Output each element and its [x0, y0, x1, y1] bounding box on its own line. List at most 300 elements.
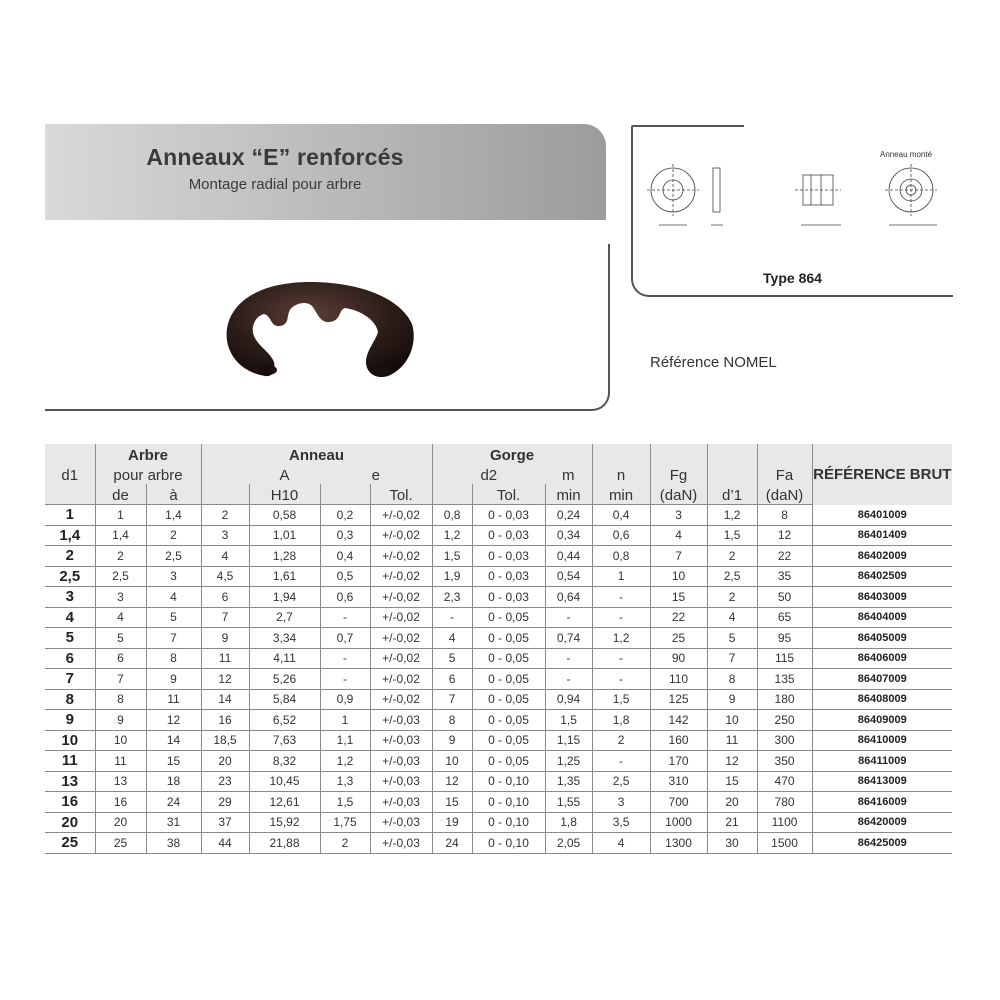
cell-Fg: 22 [650, 607, 707, 628]
cell-Fa: 350 [757, 751, 812, 772]
cell-m-min: 0,64 [545, 587, 592, 608]
cell-Fa: 50 [757, 587, 812, 608]
cell-d1: 2 [45, 546, 95, 567]
cell-Fg: 125 [650, 689, 707, 710]
cell-d1-prime: 7 [707, 648, 757, 669]
cell-d2-tol: 0 - 0,05 [472, 628, 545, 649]
cell-A: 37 [201, 812, 249, 833]
cell-d1-prime: 21 [707, 812, 757, 833]
cell-d1: 25 [45, 833, 95, 854]
cell-A-H10: 4,11 [249, 648, 320, 669]
group-gorge: Gorge [432, 444, 592, 464]
col-de: de [95, 484, 146, 505]
cell-Fa: 180 [757, 689, 812, 710]
col-e: e [320, 464, 432, 484]
cell-d2: 0,8 [432, 505, 472, 526]
cell-d1: 5 [45, 628, 95, 649]
cell-Fa: 12 [757, 525, 812, 546]
cell-m-min: 0,34 [545, 525, 592, 546]
col-d1: d1 [45, 464, 95, 484]
cell-Fa: 300 [757, 730, 812, 751]
cell-d1-prime: 12 [707, 751, 757, 772]
cell-de: 11 [95, 751, 146, 772]
cell-de: 5 [95, 628, 146, 649]
cell-reference-brut: 86404009 [812, 607, 952, 628]
cell-reference-brut: 86413009 [812, 771, 952, 792]
reference-label: Référence NOMEL [650, 354, 777, 371]
cell-Fa: 1100 [757, 812, 812, 833]
cell-reference-brut: 86409009 [812, 710, 952, 731]
cell-d2: - [432, 607, 472, 628]
cell-d1: 16 [45, 792, 95, 813]
cell-d2: 4 [432, 628, 472, 649]
cell-n-min: 0,8 [592, 546, 650, 567]
cell-a: 11 [146, 689, 201, 710]
cell-n-min: 1,8 [592, 710, 650, 731]
cell-de: 1,4 [95, 525, 146, 546]
cell-e-tol: +/-0,03 [370, 771, 432, 792]
cell-e: 1,1 [320, 730, 370, 751]
table-row [45, 628, 952, 649]
cell-d2: 2,3 [432, 587, 472, 608]
table-row [45, 669, 952, 690]
cell-m-min: 0,54 [545, 566, 592, 587]
cell-de: 20 [95, 812, 146, 833]
cell-A-H10: 15,92 [249, 812, 320, 833]
cell-m-min: 1,35 [545, 771, 592, 792]
cell-reference-brut: 86416009 [812, 792, 952, 813]
cell-A-H10: 7,63 [249, 730, 320, 751]
cell-n-min: 3 [592, 792, 650, 813]
cell-A: 14 [201, 689, 249, 710]
cell-Fa: 65 [757, 607, 812, 628]
cell-n-min: - [592, 587, 650, 608]
cell-a: 2,5 [146, 546, 201, 567]
table-row [45, 607, 952, 628]
cell-d1: 20 [45, 812, 95, 833]
cell-e-tol: +/-0,03 [370, 812, 432, 833]
cell-reference-brut: 86401009 [812, 505, 952, 526]
cell-e: 1,5 [320, 792, 370, 813]
table-row [45, 689, 952, 710]
cell-de: 25 [95, 833, 146, 854]
cell-de: 4 [95, 607, 146, 628]
cell-d2: 7 [432, 689, 472, 710]
cell-d2: 5 [432, 648, 472, 669]
cell-Fg: 142 [650, 710, 707, 731]
cell-Fa: 135 [757, 669, 812, 690]
cell-de: 9 [95, 710, 146, 731]
cell-Fg: 15 [650, 587, 707, 608]
col-a: à [146, 484, 201, 505]
cell-m-min: 1,8 [545, 812, 592, 833]
cell-d1: 9 [45, 710, 95, 731]
cell-de: 16 [95, 792, 146, 813]
cell-n-min: 2,5 [592, 771, 650, 792]
cell-e-tol: +/-0,03 [370, 751, 432, 772]
cell-e-tol: +/-0,03 [370, 792, 432, 813]
cell-m-min: 2,05 [545, 833, 592, 854]
cell-reference-brut: 86405009 [812, 628, 952, 649]
cell-d2-tol: 0 - 0,03 [472, 505, 545, 526]
cell-n-min: 0,4 [592, 505, 650, 526]
cell-reference-brut: 86406009 [812, 648, 952, 669]
col-tol2: Tol. [472, 484, 545, 505]
e-ring-photo [220, 276, 420, 386]
cell-e: - [320, 607, 370, 628]
header-banner [45, 124, 606, 220]
cell-a: 14 [146, 730, 201, 751]
cell-Fg: 7 [650, 546, 707, 567]
cell-A-H10: 6,52 [249, 710, 320, 731]
col-m: m [545, 464, 592, 484]
cell-Fa: 780 [757, 792, 812, 813]
cell-e-tol: +/-0,03 [370, 833, 432, 854]
cell-d1-prime: 30 [707, 833, 757, 854]
cell-d2-tol: 0 - 0,05 [472, 689, 545, 710]
cell-m-min: 1,5 [545, 710, 592, 731]
cell-e: 1,3 [320, 771, 370, 792]
cell-d2-tol: 0 - 0,10 [472, 792, 545, 813]
cell-d2-tol: 0 - 0,03 [472, 525, 545, 546]
cell-n-min: - [592, 751, 650, 772]
table-row [45, 771, 952, 792]
cell-e-tol: +/-0,02 [370, 648, 432, 669]
cell-m-min: 1,25 [545, 751, 592, 772]
cell-Fa: 8 [757, 505, 812, 526]
cell-Fa: 1500 [757, 833, 812, 854]
cell-d2: 9 [432, 730, 472, 751]
cell-reference-brut: 86425009 [812, 833, 952, 854]
cell-a: 2 [146, 525, 201, 546]
cell-de: 2,5 [95, 566, 146, 587]
cell-n-min: 3,5 [592, 812, 650, 833]
cell-Fg: 4 [650, 525, 707, 546]
cell-d1-prime: 10 [707, 710, 757, 731]
cell-a: 38 [146, 833, 201, 854]
col-Fg-unit: (daN) [650, 484, 707, 505]
cell-A: 11 [201, 648, 249, 669]
col-n-min: min [592, 484, 650, 505]
cell-a: 5 [146, 607, 201, 628]
col-m-min: min [545, 484, 592, 505]
cell-d2-tol: 0 - 0,10 [472, 771, 545, 792]
cell-reference-brut: 86411009 [812, 751, 952, 772]
header-row-groups [45, 444, 952, 464]
cell-Fa: 470 [757, 771, 812, 792]
cell-a: 3 [146, 566, 201, 587]
cell-A: 4,5 [201, 566, 249, 587]
cell-A-H10: 12,61 [249, 792, 320, 813]
cell-d1: 1,4 [45, 525, 95, 546]
cell-d2-tol: 0 - 0,05 [472, 730, 545, 751]
table-row [45, 505, 952, 526]
cell-d1-prime: 1,2 [707, 505, 757, 526]
table-row [45, 751, 952, 772]
spec-table-body [45, 505, 952, 854]
cell-e: 0,5 [320, 566, 370, 587]
cell-Fg: 700 [650, 792, 707, 813]
spec-table [45, 444, 952, 854]
cell-A: 29 [201, 792, 249, 813]
cell-A-H10: 8,32 [249, 751, 320, 772]
cell-d1: 8 [45, 689, 95, 710]
cell-n-min: 1,2 [592, 628, 650, 649]
cell-e: 0,7 [320, 628, 370, 649]
cell-e: 2 [320, 833, 370, 854]
cell-A: 20 [201, 751, 249, 772]
cell-d1-prime: 9 [707, 689, 757, 710]
cell-Fa: 22 [757, 546, 812, 567]
cell-Fa: 115 [757, 648, 812, 669]
cell-d2: 24 [432, 833, 472, 854]
cell-A: 9 [201, 628, 249, 649]
cell-e-tol: +/-0,03 [370, 710, 432, 731]
cell-a: 18 [146, 771, 201, 792]
cell-d2-tol: 0 - 0,10 [472, 833, 545, 854]
table-row [45, 833, 952, 854]
cell-A: 18,5 [201, 730, 249, 751]
cell-d1-prime: 5 [707, 628, 757, 649]
cell-A-H10: 1,94 [249, 587, 320, 608]
col-H10: H10 [249, 484, 320, 505]
cell-A-H10: 0,58 [249, 505, 320, 526]
cell-a: 12 [146, 710, 201, 731]
col-d1-prime: d’1 [707, 484, 757, 505]
cell-a: 15 [146, 751, 201, 772]
cell-m-min: 1,15 [545, 730, 592, 751]
col-Fa: Fa [757, 464, 812, 484]
col-pour-arbre: pour arbre [95, 464, 201, 484]
cell-e: - [320, 669, 370, 690]
cell-e: 0,3 [320, 525, 370, 546]
cell-d2-tol: 0 - 0,05 [472, 751, 545, 772]
group-arbre: Arbre [95, 444, 201, 464]
cell-A-H10: 5,84 [249, 689, 320, 710]
cell-d2: 6 [432, 669, 472, 690]
cell-A-H10: 3,34 [249, 628, 320, 649]
cell-d1-prime: 2 [707, 546, 757, 567]
cell-d2: 10 [432, 751, 472, 772]
cell-e: - [320, 648, 370, 669]
cell-e-tol: +/-0,02 [370, 689, 432, 710]
cell-a: 24 [146, 792, 201, 813]
cell-e: 1,2 [320, 751, 370, 772]
cell-m-min: 1,55 [545, 792, 592, 813]
cell-d1-prime: 15 [707, 771, 757, 792]
cell-d2-tol: 0 - 0,10 [472, 812, 545, 833]
page-subtitle: Montage radial pour arbre [188, 176, 362, 193]
cell-e: 1,75 [320, 812, 370, 833]
cell-m-min: - [545, 607, 592, 628]
group-reference: RÉFÉRENCE BRUT [812, 444, 952, 505]
cell-d2: 12 [432, 771, 472, 792]
cell-d1: 1 [45, 505, 95, 526]
cell-A: 6 [201, 587, 249, 608]
cell-Fa: 95 [757, 628, 812, 649]
cell-Fg: 3 [650, 505, 707, 526]
table-row [45, 648, 952, 669]
table-row [45, 812, 952, 833]
cell-d2: 1,9 [432, 566, 472, 587]
cell-A: 23 [201, 771, 249, 792]
cell-d1: 3 [45, 587, 95, 608]
cell-e: 0,9 [320, 689, 370, 710]
cell-e-tol: +/-0,02 [370, 546, 432, 567]
cell-d1: 2,5 [45, 566, 95, 587]
cell-e: 0,2 [320, 505, 370, 526]
cell-d1-prime: 4 [707, 607, 757, 628]
cell-Fg: 160 [650, 730, 707, 751]
col-A: A [249, 464, 320, 484]
cell-Fg: 1000 [650, 812, 707, 833]
cell-A-H10: 1,61 [249, 566, 320, 587]
cell-A-H10: 21,88 [249, 833, 320, 854]
cell-d2: 1,5 [432, 546, 472, 567]
cell-m-min: 0,24 [545, 505, 592, 526]
cell-Fg: 25 [650, 628, 707, 649]
cell-Fg: 10 [650, 566, 707, 587]
cell-n-min: - [592, 607, 650, 628]
cell-e: 1 [320, 710, 370, 731]
page-title: Anneaux “E” renforcés [146, 144, 404, 170]
cell-n-min: 1 [592, 566, 650, 587]
cell-d2-tol: 0 - 0,03 [472, 587, 545, 608]
cell-de: 13 [95, 771, 146, 792]
cell-d1: 11 [45, 751, 95, 772]
diagram-caption: Type 864 [763, 270, 822, 286]
cell-e-tol: +/-0,03 [370, 730, 432, 751]
cell-e-tol: +/-0,02 [370, 566, 432, 587]
cell-A-H10: 2,7 [249, 607, 320, 628]
col-tol: Tol. [370, 484, 432, 505]
cell-d2-tol: 0 - 0,03 [472, 566, 545, 587]
cell-n-min: - [592, 648, 650, 669]
cell-Fg: 170 [650, 751, 707, 772]
cell-reference-brut: 86401409 [812, 525, 952, 546]
cell-e: 0,6 [320, 587, 370, 608]
cell-e: 0,4 [320, 546, 370, 567]
technical-drawing [645, 150, 945, 240]
cell-d1-prime: 8 [707, 669, 757, 690]
cell-n-min: 1,5 [592, 689, 650, 710]
cell-e-tol: +/-0,02 [370, 669, 432, 690]
cell-reference-brut: 86410009 [812, 730, 952, 751]
cell-A: 2 [201, 505, 249, 526]
cell-Fg: 90 [650, 648, 707, 669]
cell-A-H10: 10,45 [249, 771, 320, 792]
cell-n-min: 4 [592, 833, 650, 854]
cell-d2-tol: 0 - 0,05 [472, 669, 545, 690]
cell-Fg: 310 [650, 771, 707, 792]
cell-A: 3 [201, 525, 249, 546]
cell-a: 9 [146, 669, 201, 690]
cell-n-min: - [592, 669, 650, 690]
cell-e-tol: +/-0,02 [370, 607, 432, 628]
cell-d1-prime: 20 [707, 792, 757, 813]
cell-d2: 8 [432, 710, 472, 731]
cell-a: 1,4 [146, 505, 201, 526]
cell-d1-prime: 2,5 [707, 566, 757, 587]
cell-e-tol: +/-0,02 [370, 505, 432, 526]
cell-m-min: - [545, 669, 592, 690]
cell-d2-tol: 0 - 0,05 [472, 648, 545, 669]
col-d2: d2 [432, 464, 545, 484]
cell-de: 8 [95, 689, 146, 710]
cell-de: 7 [95, 669, 146, 690]
table-row [45, 587, 952, 608]
table-row [45, 546, 952, 567]
cell-A: 16 [201, 710, 249, 731]
table-row [45, 792, 952, 813]
cell-d2-tol: 0 - 0,05 [472, 710, 545, 731]
cell-d1-prime: 2 [707, 587, 757, 608]
cell-reference-brut: 86403009 [812, 587, 952, 608]
cell-n-min: 0,6 [592, 525, 650, 546]
cell-n-min: 2 [592, 730, 650, 751]
cell-A-H10: 5,26 [249, 669, 320, 690]
cell-reference-brut: 86407009 [812, 669, 952, 690]
cell-A: 7 [201, 607, 249, 628]
cell-d2-tol: 0 - 0,03 [472, 546, 545, 567]
cell-a: 7 [146, 628, 201, 649]
cell-d1-prime: 1,5 [707, 525, 757, 546]
cell-Fa: 35 [757, 566, 812, 587]
cell-m-min: - [545, 648, 592, 669]
cell-m-min: 0,94 [545, 689, 592, 710]
cell-de: 2 [95, 546, 146, 567]
cell-a: 8 [146, 648, 201, 669]
cell-de: 6 [95, 648, 146, 669]
cell-Fa: 250 [757, 710, 812, 731]
col-Fa-unit: (daN) [757, 484, 812, 505]
cell-d1: 7 [45, 669, 95, 690]
cell-A: 44 [201, 833, 249, 854]
mount-label: Anneau monté [880, 150, 933, 159]
col-n: n [592, 464, 650, 484]
cell-a: 4 [146, 587, 201, 608]
cell-d2-tol: 0 - 0,05 [472, 607, 545, 628]
cell-A-H10: 1,28 [249, 546, 320, 567]
cell-reference-brut: 86402509 [812, 566, 952, 587]
cell-Fg: 1300 [650, 833, 707, 854]
cell-m-min: 0,44 [545, 546, 592, 567]
table-row [45, 566, 952, 587]
table-row [45, 730, 952, 751]
cell-d2: 19 [432, 812, 472, 833]
cell-reference-brut: 86420009 [812, 812, 952, 833]
group-anneau: Anneau [201, 444, 432, 464]
cell-d1: 6 [45, 648, 95, 669]
cell-de: 10 [95, 730, 146, 751]
cell-reference-brut: 86402009 [812, 546, 952, 567]
cell-e-tol: +/-0,02 [370, 525, 432, 546]
cell-d1: 13 [45, 771, 95, 792]
cell-a: 31 [146, 812, 201, 833]
cell-d1-prime: 11 [707, 730, 757, 751]
cell-A: 4 [201, 546, 249, 567]
col-Fg: Fg [650, 464, 707, 484]
cell-reference-brut: 86408009 [812, 689, 952, 710]
cell-d2: 1,2 [432, 525, 472, 546]
cell-A-H10: 1,01 [249, 525, 320, 546]
cell-A: 12 [201, 669, 249, 690]
cell-Fg: 110 [650, 669, 707, 690]
cell-d1: 4 [45, 607, 95, 628]
table-row [45, 710, 952, 731]
cell-m-min: 0,74 [545, 628, 592, 649]
cell-de: 1 [95, 505, 146, 526]
